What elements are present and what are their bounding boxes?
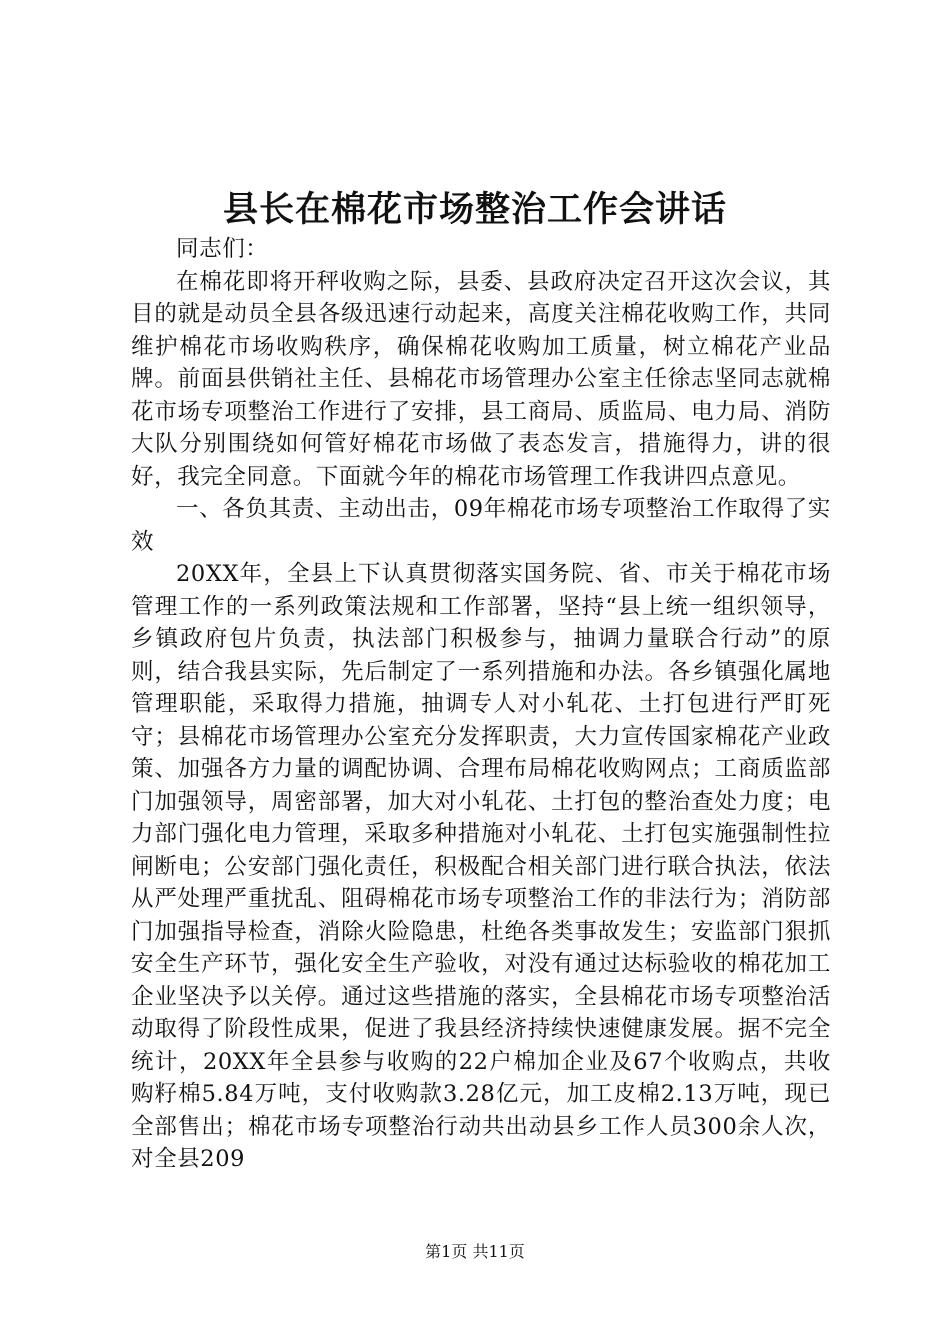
page-number-footer: 第1页 共11页 (425, 1242, 525, 1261)
salutation-paragraph: 同志们： (176, 236, 269, 262)
document-body (131, 233, 831, 1176)
document-title: 县长在棉花市场整治工作会讲话 (222, 189, 727, 230)
body-paragraph: 20XX年，全县上下认真贯彻落实国务院、省、市关于棉花市场管理工作的一系列政策法规和工作部署，坚持“县上统一组织领导，乡镇政府包片负责，执法部门积极参与，抽调力量联合行动”的原则，结合我县实际，先后制定了一系列措施和办法。各乡镇强化属地管理职能，采取得力措施，抽调专人对小轧花、土打包进行严盯死守；县棉花市场管理办公室充分发挥职责，大力宣传国家棉花产业政策、加强各方力量的调配协调、合理布局棉花收购网点；工商质监部门加强领导，周密部署，加大对小轧花、土打包的整治查处力度；电力部门强化电力管理，采取多种措施对小轧花、土打包实施强制性拉闸断电；公安部门强化责任，积极配合相关部门进行联合执法，依法从严处理严重扰乱、阻碍棉花市场专项整治工作的非法行为；消防部门加强指导检查，消除火险隐患，杜绝各类事故发生；安监部门狠抓安全生产环节，强化安全生产验收，对没有通过达标验收的棉花加工企业坚决予以关停。通过这些措施的落实，全县棉花市场专项整治活动取得了阶段性成果，促进了我县经济持续快速健康发展。据不完全统计，20XX年全县参与收购的22户棉加企业及67个收购点，共收购籽棉5.84万吨，支付收购款3.28亿元，加工皮棉2.13万吨，现已全部售出；棉花市场专项整治行动共出动县乡工作人员300余人次，对全县209 (131, 561, 831, 1172)
intro-paragraph: 在棉花即将开秤收购之际，县委、县政府决定召开这次会议，其目的就是动员全县各级迅速行动起来，高度关注棉花收购工作，共同维护棉花市场收购秩序，确保棉花收购加工质量，树立棉花产业品牌。前面县供销社主任、县棉花市场管理办公室主任徐志坚同志就棉花市场专项整治工作进行了安排，县工商局、质监局、电力局、消防大队分别围绕如何管好棉花市场做了表态发言，措施得力，讲的很好，我完全同意。下面就今年的棉花市场管理工作我讲四点意见。 (131, 268, 831, 490)
section-heading-paragraph: 一、各负其责、主动出击，09年棉花市场专项整治工作取得了实效 (131, 496, 831, 555)
